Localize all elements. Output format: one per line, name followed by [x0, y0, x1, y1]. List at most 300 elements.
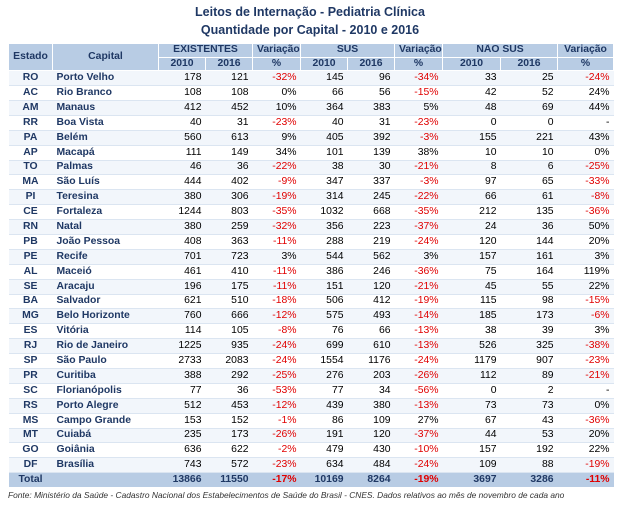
cell-sv: -3%: [395, 175, 443, 190]
cell-e10: 40: [159, 115, 206, 130]
cell-uf: PA: [9, 130, 53, 145]
cell-s10: 38: [301, 160, 348, 175]
cell-e16: 572: [206, 458, 253, 473]
cell-s16: 412: [348, 294, 395, 309]
cell-n16: 6: [501, 160, 558, 175]
cell-nv: 22%: [558, 443, 614, 458]
cell-s16: 120: [348, 279, 395, 294]
table-row: [9, 279, 614, 294]
cell-sv: -22%: [395, 190, 443, 205]
table-row: [9, 354, 614, 369]
cell-cap: Salvador: [53, 294, 159, 309]
cell-n10: 75: [443, 264, 501, 279]
header-year: 2016: [348, 58, 395, 71]
cell-n10: 120: [443, 235, 501, 250]
cell-s16: 1176: [348, 354, 395, 369]
cell-s16: 109: [348, 413, 395, 428]
cell-s16: 383: [348, 100, 395, 115]
cell-sv: -24%: [395, 354, 443, 369]
cell-nv: 50%: [558, 220, 614, 235]
total-cell: 11550: [206, 473, 253, 488]
total-cell: 3286: [501, 473, 558, 488]
cell-s10: 288: [301, 235, 348, 250]
cell-s16: 203: [348, 369, 395, 384]
cell-e10: 412: [159, 100, 206, 115]
cell-ev: -2%: [253, 443, 301, 458]
cell-sv: -23%: [395, 115, 443, 130]
cell-uf: RN: [9, 220, 53, 235]
cell-nv: 44%: [558, 100, 614, 115]
total-label: Total: [9, 473, 53, 488]
hospital-beds-table: [8, 43, 614, 487]
cell-nv: -: [558, 383, 614, 398]
cell-s16: 337: [348, 175, 395, 190]
table-row: [9, 369, 614, 384]
cell-uf: PE: [9, 249, 53, 264]
cell-s16: 66: [348, 324, 395, 339]
cell-uf: PR: [9, 369, 53, 384]
cell-e16: 453: [206, 398, 253, 413]
cell-ev: -23%: [253, 115, 301, 130]
table-row: [9, 71, 614, 86]
cell-s16: 493: [348, 309, 395, 324]
cell-ev: -22%: [253, 160, 301, 175]
table-row: [9, 309, 614, 324]
cell-e16: 452: [206, 100, 253, 115]
cell-uf: TO: [9, 160, 53, 175]
cell-s10: 544: [301, 249, 348, 264]
cell-cap: Aracaju: [53, 279, 159, 294]
cell-cap: Cuiabá: [53, 428, 159, 443]
table-row: [9, 100, 614, 115]
cell-cap: Manaus: [53, 100, 159, 115]
total-cell: 13866: [159, 473, 206, 488]
cell-n16: 0: [501, 115, 558, 130]
header-capital: Capital: [53, 44, 159, 71]
cell-nv: 3%: [558, 249, 614, 264]
table-row: [9, 86, 614, 101]
cell-s10: 145: [301, 71, 348, 86]
cell-uf: RS: [9, 398, 53, 413]
cell-n16: 36: [501, 220, 558, 235]
cell-s10: 101: [301, 145, 348, 160]
cell-e10: 111: [159, 145, 206, 160]
cell-cap: Belém: [53, 130, 159, 145]
cell-s10: 405: [301, 130, 348, 145]
cell-sv: -24%: [395, 458, 443, 473]
cell-s10: 386: [301, 264, 348, 279]
cell-sv: -13%: [395, 324, 443, 339]
cell-cap: Rio Branco: [53, 86, 159, 101]
cell-e16: 31: [206, 115, 253, 130]
cell-s10: 40: [301, 115, 348, 130]
cell-s16: 246: [348, 264, 395, 279]
cell-s16: 484: [348, 458, 395, 473]
page-subtitle: Quantidade por Capital - 2010 e 2016: [200, 23, 420, 37]
cell-e10: 743: [159, 458, 206, 473]
cell-cap: Florianópolis: [53, 383, 159, 398]
cell-uf: RJ: [9, 339, 53, 354]
cell-s10: 191: [301, 428, 348, 443]
cell-s10: 314: [301, 190, 348, 205]
header-existentes: EXISTENTES: [159, 44, 253, 58]
cell-nv: 20%: [558, 428, 614, 443]
cell-sv: -26%: [395, 369, 443, 384]
cell-e16: 105: [206, 324, 253, 339]
cell-n10: 157: [443, 443, 501, 458]
cell-e16: 935: [206, 339, 253, 354]
header-year: 2010: [301, 58, 348, 71]
table-row: [9, 324, 614, 339]
cell-e10: 77: [159, 383, 206, 398]
cell-e16: 410: [206, 264, 253, 279]
cell-nv: 0%: [558, 145, 614, 160]
cell-ev: -24%: [253, 354, 301, 369]
header-variacao: Variação: [253, 44, 301, 58]
cell-e10: 153: [159, 413, 206, 428]
cell-n16: 144: [501, 235, 558, 250]
total-cell: -11%: [558, 473, 614, 488]
cell-e16: 622: [206, 443, 253, 458]
cell-nv: 22%: [558, 279, 614, 294]
cell-s10: 506: [301, 294, 348, 309]
cell-uf: ES: [9, 324, 53, 339]
cell-ev: -26%: [253, 428, 301, 443]
cell-n16: 173: [501, 309, 558, 324]
table-row: [9, 220, 614, 235]
cell-e16: 510: [206, 294, 253, 309]
cell-s10: 356: [301, 220, 348, 235]
cell-sv: -34%: [395, 71, 443, 86]
cell-e10: 235: [159, 428, 206, 443]
table-row: [9, 398, 614, 413]
header-sus: SUS: [301, 44, 395, 58]
total-cell: -19%: [395, 473, 443, 488]
cell-e10: 621: [159, 294, 206, 309]
cell-sv: -13%: [395, 398, 443, 413]
cell-s16: 34: [348, 383, 395, 398]
cell-ev: -11%: [253, 279, 301, 294]
header-year: 2010: [443, 58, 501, 71]
cell-uf: PB: [9, 235, 53, 250]
cell-n10: 526: [443, 339, 501, 354]
cell-s10: 276: [301, 369, 348, 384]
cell-s10: 1554: [301, 354, 348, 369]
cell-e10: 1244: [159, 205, 206, 220]
header-year: 2016: [501, 58, 558, 71]
cell-n16: 55: [501, 279, 558, 294]
cell-e10: 178: [159, 71, 206, 86]
table-row: [9, 130, 614, 145]
cell-uf: MG: [9, 309, 53, 324]
cell-sv: 27%: [395, 413, 443, 428]
table-row: [9, 190, 614, 205]
cell-s16: 31: [348, 115, 395, 130]
cell-sv: 38%: [395, 145, 443, 160]
cell-s16: 562: [348, 249, 395, 264]
table-row: [9, 443, 614, 458]
cell-ev: 9%: [253, 130, 301, 145]
header-estado: Estado: [9, 44, 53, 71]
cell-n16: 907: [501, 354, 558, 369]
cell-s16: 610: [348, 339, 395, 354]
table-row: [9, 160, 614, 175]
total-cell: -17%: [253, 473, 301, 488]
cell-e10: 196: [159, 279, 206, 294]
cell-uf: SC: [9, 383, 53, 398]
cell-e10: 388: [159, 369, 206, 384]
cell-s10: 634: [301, 458, 348, 473]
cell-n10: 10: [443, 145, 501, 160]
cell-n10: 44: [443, 428, 501, 443]
cell-n16: 98: [501, 294, 558, 309]
cell-s10: 86: [301, 413, 348, 428]
cell-s16: 392: [348, 130, 395, 145]
cell-nv: -36%: [558, 205, 614, 220]
table-row: [9, 428, 614, 443]
cell-e10: 380: [159, 190, 206, 205]
cell-e16: 36: [206, 383, 253, 398]
cell-e16: 666: [206, 309, 253, 324]
cell-e10: 380: [159, 220, 206, 235]
cell-ev: -24%: [253, 339, 301, 354]
cell-e10: 408: [159, 235, 206, 250]
table-row: [9, 264, 614, 279]
cell-e16: 292: [206, 369, 253, 384]
table-row: [9, 205, 614, 220]
cell-nv: -19%: [558, 458, 614, 473]
cell-cap: Recife: [53, 249, 159, 264]
cell-n16: 25: [501, 71, 558, 86]
cell-cap: Teresina: [53, 190, 159, 205]
table-row: [9, 458, 614, 473]
cell-ev: -12%: [253, 398, 301, 413]
cell-n10: 185: [443, 309, 501, 324]
cell-s16: 120: [348, 428, 395, 443]
cell-uf: MA: [9, 175, 53, 190]
total-blank: [53, 473, 159, 488]
cell-e10: 108: [159, 86, 206, 101]
cell-e10: 512: [159, 398, 206, 413]
cell-n10: 66: [443, 190, 501, 205]
cell-n10: 0: [443, 383, 501, 398]
cell-nv: -24%: [558, 71, 614, 86]
cell-e10: 114: [159, 324, 206, 339]
cell-uf: GO: [9, 443, 53, 458]
header-variacao: Variação: [395, 44, 443, 58]
cell-s10: 151: [301, 279, 348, 294]
header-pct: %: [395, 58, 443, 71]
cell-uf: DF: [9, 458, 53, 473]
cell-sv: -36%: [395, 264, 443, 279]
cell-n10: 48: [443, 100, 501, 115]
cell-nv: -23%: [558, 354, 614, 369]
total-row: [9, 473, 614, 488]
cell-e16: 259: [206, 220, 253, 235]
cell-nv: -33%: [558, 175, 614, 190]
table-row: [9, 115, 614, 130]
cell-s10: 76: [301, 324, 348, 339]
header-nao-sus: NÃO SUS: [443, 44, 558, 58]
cell-e16: 173: [206, 428, 253, 443]
cell-sv: -21%: [395, 279, 443, 294]
cell-n10: 24: [443, 220, 501, 235]
header-pct: %: [558, 58, 614, 71]
table-body: [9, 71, 614, 473]
cell-sv: -21%: [395, 160, 443, 175]
cell-s10: 439: [301, 398, 348, 413]
cell-uf: AP: [9, 145, 53, 160]
cell-cap: Porto Alegre: [53, 398, 159, 413]
cell-n10: 157: [443, 249, 501, 264]
header-year: 2016: [206, 58, 253, 71]
cell-cap: Palmas: [53, 160, 159, 175]
cell-n16: 52: [501, 86, 558, 101]
cell-n16: 221: [501, 130, 558, 145]
cell-ev: -8%: [253, 324, 301, 339]
cell-n16: 135: [501, 205, 558, 220]
cell-nv: 43%: [558, 130, 614, 145]
cell-s16: 219: [348, 235, 395, 250]
cell-ev: -11%: [253, 235, 301, 250]
cell-ev: -35%: [253, 205, 301, 220]
cell-ev: -11%: [253, 264, 301, 279]
cell-n16: 192: [501, 443, 558, 458]
cell-uf: PI: [9, 190, 53, 205]
cell-n10: 38: [443, 324, 501, 339]
cell-sv: -3%: [395, 130, 443, 145]
cell-e16: 2083: [206, 354, 253, 369]
table-row: [9, 413, 614, 428]
cell-n16: 164: [501, 264, 558, 279]
cell-ev: -23%: [253, 458, 301, 473]
cell-n16: 43: [501, 413, 558, 428]
cell-n16: 53: [501, 428, 558, 443]
header-variacao: Variação: [558, 44, 614, 58]
header-year: 2010: [159, 58, 206, 71]
cell-s16: 56: [348, 86, 395, 101]
cell-s16: 245: [348, 190, 395, 205]
cell-n10: 1179: [443, 354, 501, 369]
cell-e16: 402: [206, 175, 253, 190]
cell-sv: -14%: [395, 309, 443, 324]
cell-nv: -36%: [558, 413, 614, 428]
cell-uf: AC: [9, 86, 53, 101]
table-row: [9, 175, 614, 190]
cell-e16: 108: [206, 86, 253, 101]
cell-ev: 3%: [253, 249, 301, 264]
cell-e10: 636: [159, 443, 206, 458]
cell-sv: 5%: [395, 100, 443, 115]
cell-e10: 1225: [159, 339, 206, 354]
cell-cap: Porto Velho: [53, 71, 159, 86]
cell-sv: -37%: [395, 428, 443, 443]
cell-ev: -32%: [253, 71, 301, 86]
cell-sv: -15%: [395, 86, 443, 101]
cell-e10: 760: [159, 309, 206, 324]
cell-sv: -35%: [395, 205, 443, 220]
cell-cap: João Pessoa: [53, 235, 159, 250]
cell-sv: 3%: [395, 249, 443, 264]
cell-cap: Brasília: [53, 458, 159, 473]
cell-s16: 668: [348, 205, 395, 220]
cell-s16: 139: [348, 145, 395, 160]
cell-ev: -19%: [253, 190, 301, 205]
cell-e10: 560: [159, 130, 206, 145]
cell-n16: 73: [501, 398, 558, 413]
cell-n16: 61: [501, 190, 558, 205]
cell-uf: BA: [9, 294, 53, 309]
cell-nv: 20%: [558, 235, 614, 250]
cell-cap: Rio de Janeiro: [53, 339, 159, 354]
total-cell: 10169: [301, 473, 348, 488]
table-row: [9, 235, 614, 250]
cell-n10: 33: [443, 71, 501, 86]
cell-e10: 2733: [159, 354, 206, 369]
table-row: [9, 145, 614, 160]
cell-uf: SE: [9, 279, 53, 294]
cell-nv: -21%: [558, 369, 614, 384]
cell-ev: -32%: [253, 220, 301, 235]
cell-ev: 10%: [253, 100, 301, 115]
cell-cap: Fortaleza: [53, 205, 159, 220]
cell-cap: Curitiba: [53, 369, 159, 384]
cell-cap: Belo Horizonte: [53, 309, 159, 324]
cell-s16: 380: [348, 398, 395, 413]
cell-e16: 803: [206, 205, 253, 220]
cell-n10: 45: [443, 279, 501, 294]
cell-sv: -56%: [395, 383, 443, 398]
cell-sv: -19%: [395, 294, 443, 309]
cell-e16: 36: [206, 160, 253, 175]
cell-ev: -12%: [253, 309, 301, 324]
cell-cap: Goiânia: [53, 443, 159, 458]
cell-ev: -9%: [253, 175, 301, 190]
cell-s10: 479: [301, 443, 348, 458]
cell-e16: 152: [206, 413, 253, 428]
cell-n16: 88: [501, 458, 558, 473]
cell-nv: -: [558, 115, 614, 130]
cell-sv: -24%: [395, 235, 443, 250]
cell-s10: 364: [301, 100, 348, 115]
cell-cap: Boa Vista: [53, 115, 159, 130]
cell-nv: 119%: [558, 264, 614, 279]
source-note: Fonte: Ministério da Saúde - Cadastro Nacional dos Estabelecimentos de Saúde do Brasil - CNES. Dados relativos ao mês de novembro de cada ano: [8, 490, 565, 500]
cell-n16: 69: [501, 100, 558, 115]
cell-nv: 3%: [558, 324, 614, 339]
cell-ev: -1%: [253, 413, 301, 428]
cell-e16: 613: [206, 130, 253, 145]
cell-n16: 2: [501, 383, 558, 398]
cell-nv: -25%: [558, 160, 614, 175]
cell-n16: 89: [501, 369, 558, 384]
cell-n10: 73: [443, 398, 501, 413]
cell-cap: Vitória: [53, 324, 159, 339]
cell-nv: 24%: [558, 86, 614, 101]
cell-n16: 39: [501, 324, 558, 339]
cell-uf: MT: [9, 428, 53, 443]
header-pct: %: [253, 58, 301, 71]
cell-e16: 363: [206, 235, 253, 250]
cell-cap: Natal: [53, 220, 159, 235]
cell-cap: Macapá: [53, 145, 159, 160]
page-title: Leitos de Internação - Pediatria Clínica: [195, 5, 425, 19]
cell-uf: RR: [9, 115, 53, 130]
cell-n10: 97: [443, 175, 501, 190]
cell-n16: 325: [501, 339, 558, 354]
cell-sv: -37%: [395, 220, 443, 235]
cell-e16: 175: [206, 279, 253, 294]
